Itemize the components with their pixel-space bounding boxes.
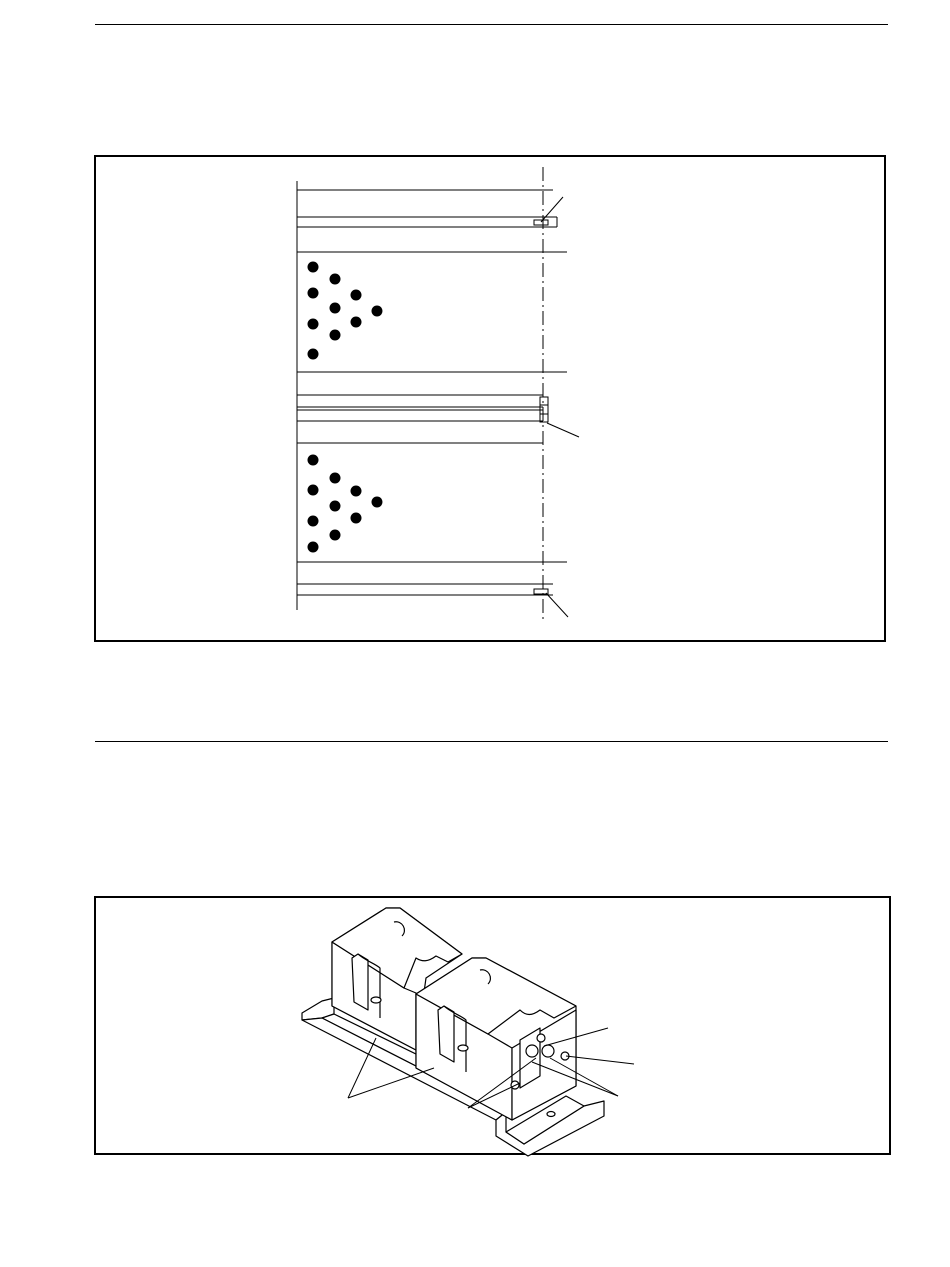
header-rule [95,24,888,25]
connector-dot [372,306,383,317]
connector-dot [308,455,319,466]
connector-dot [351,513,362,524]
section-rule [95,741,888,742]
callout-leader-1 [541,197,563,222]
connector-dot [308,542,319,553]
figure-1-drawing [96,157,888,644]
connector-dot-group [308,262,383,360]
connector-dot [330,501,341,512]
connector-dot [308,516,319,527]
figure-2-frame [94,896,891,1155]
callout-leader-2 [547,423,579,437]
connector-dot [308,319,319,330]
connector-dot [351,486,362,497]
connector-dot [308,288,319,299]
connector-dot-group [308,455,383,553]
connector-dot [308,262,319,273]
connector-dot [308,485,319,496]
connector-dot [308,349,319,360]
block-hole [371,997,381,1003]
connector-dot [330,473,341,484]
connector-port [542,1045,554,1057]
connector-dot [330,330,341,341]
figure-1-frame [94,155,886,642]
connector-dot [330,274,341,285]
connector-dot [351,290,362,301]
fastener-slot [534,220,548,225]
figure-2-drawing [96,898,893,1157]
connector-dot [330,530,341,541]
connector-dot [372,497,383,508]
connector-dot [351,317,362,328]
screw-hole [537,1034,545,1042]
connector-port [526,1045,538,1057]
block-hole [458,1045,468,1051]
connector-dot [330,303,341,314]
callout-leader [348,1068,434,1098]
callout-leader-3 [546,593,568,617]
mounting-hole [547,1112,555,1117]
